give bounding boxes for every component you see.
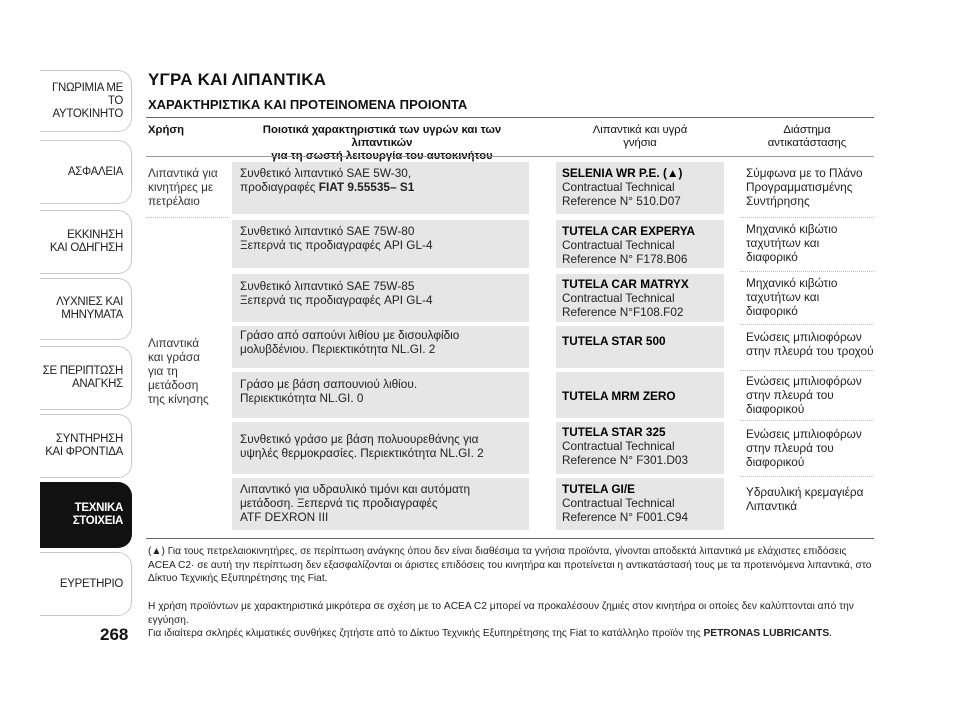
interval-text: Ενώσεις μπιλιοφόρων στην πλευρά του διαφορικού	[746, 374, 862, 416]
product-name: TUTELA CAR EXPERYA	[562, 224, 696, 238]
tab-maintenance[interactable]	[40, 414, 132, 478]
product-name: TUTELA MRM ZERO	[562, 389, 676, 403]
product-name: TUTELA CAR MATRYX	[562, 277, 689, 291]
interval-text: Ενώσεις μπιλιοφόρων στην πλευρά του διαφορικού	[746, 427, 862, 469]
tab-safety[interactable]	[40, 140, 132, 204]
product	[562, 389, 722, 403]
interval-text: Υδραυλική κρεμαγιέρα Λιπαντικά	[746, 485, 864, 513]
interval-text: Σύμφωνα με το Πλάνο Προγραμματισμένης Συντήρησης	[746, 166, 863, 208]
interval-text: Μηχανικό κιβώτιο ταχυτήτων και διαφορικό	[746, 276, 838, 318]
tab-label: ΤΕΧΝΙΚΑ ΣΤΟΙΧΕΙΑ	[72, 502, 123, 527]
product-ref: Contractual Technical Reference N° F178.B06	[562, 238, 688, 266]
tab-label: ΕΚΚΙΝΗΣΗ ΚΑΙ ΟΔΗΓΗΣΗ	[49, 229, 123, 254]
page-title: ΥΓΡΑ ΚΑΙ ΛΙΠΑΝΤΙΚΑ	[148, 70, 327, 89]
note-acea-warning: Η χρήση προϊόντων με χαρακτηριστικά μικρότερα σε σχέση με το ACEA C2 μπορεί να προκαλέσουν ζημιές στον κινητήρα οι οποίες δεν καλύπτονται από την εγγύηση.	[148, 601, 854, 626]
tab-label: ΣΕ ΠΕΡΙΠΤΩΣΗ ΑΝΑΓΚΗΣ	[42, 365, 123, 390]
spec-text: Συνθετικό λιπαντικό SAE 75W-80 Ξεπερνά τις προδιαγραφές API GL-4	[240, 224, 433, 252]
row-separator	[740, 217, 874, 218]
product	[562, 482, 722, 524]
product-ref: Contractual Technical Reference N°F108.F02	[562, 291, 684, 319]
header-product: Λιπαντικά και υγρά γνήσια	[592, 124, 688, 149]
header-spec: Ποιοτικά χαρακτηριστικά των υγρών και των λιπαντικών για τη σωστή λειτουργία του αυτοκινήτου	[262, 124, 502, 162]
product	[562, 425, 722, 467]
row-separator	[740, 324, 874, 325]
tab-label: ΕΥΡΕΤΗΡΙΟ	[59, 577, 123, 590]
header-top-rule	[146, 117, 874, 118]
header-interval: Διάστημα αντικατάστασης	[767, 124, 847, 149]
tab-technical-data[interactable]	[40, 482, 132, 548]
tab-getting-to-know[interactable]	[40, 70, 132, 132]
product-name: TUTELA STAR 325	[562, 425, 666, 439]
tab-label: ΓΝΩΡΙΜΙΑ ΜΕ ΤΟ ΑΥΤΟΚΙΝΗΤΟ	[51, 81, 123, 120]
product	[562, 334, 722, 348]
product-ref: Contractual Technical Reference N° F001.C94	[562, 496, 689, 524]
row-separator	[740, 420, 874, 421]
row-separator	[740, 476, 874, 477]
note-diesel-oil: (▲) Για τους πετρελαιοκινητήρες, σε περίπτωση ανάγκης όπου δεν είναι διαθέσιμα τα γνήσια προϊόντα, γίνονται αποδεκτά λιπαντικά με ελάχιστες επιδόσεις ACEA C2· σε αυτή την περίπτωση δεν εξασφαλίζονται οι άριστες επιδόσεις του κινητήρα και προτείνεται η αντικατάστασή τους με τα προτεινόμενα λιπαντικά, στο Δίκτυο Τεχνικής Εξυπηρέτησης της Fiat.	[148, 546, 872, 584]
tab-label: ΣΥΝΤΗΡΗΣΗ ΚΑΙ ΦΡΟΝΤΙΔΑ	[45, 433, 123, 458]
table-bottom-rule	[146, 538, 874, 539]
interval-text: Μηχανικό κιβώτιο ταχυτήτων και διαφορικό	[746, 222, 838, 264]
header-bottom-rule	[146, 156, 874, 157]
product-name: SELENIA WR P.E. (▲)	[562, 166, 683, 180]
product	[562, 224, 722, 266]
tab-starting-driving[interactable]	[40, 210, 132, 274]
use-transmission: Λιπαντικά και γράσα για τη μετάδοση της κίνησης	[148, 336, 209, 406]
product-name: TUTELA GI/E	[562, 482, 635, 496]
product	[562, 166, 722, 208]
product-name: TUTELA STAR 500	[562, 334, 666, 348]
product	[562, 277, 722, 319]
row-separator	[146, 217, 228, 218]
tab-index[interactable]	[40, 552, 132, 616]
spec-text: Λιπαντικό για υδραυλικό τιμόνι και αυτόματη μετάδοση. Ξεπερνά τις προδιαγραφές ATF DEXRON III	[240, 482, 471, 524]
spec-text: Γράσο από σαπούνι λιθίου με δισουλφίδιο μολυβδένιου. Περιεκτικότητα NL.GI. 2	[240, 328, 460, 356]
spec-text: Γράσο με βάση σαπουνιού λιθίου. Περιεκτικότητα NL.GI. 0	[240, 377, 418, 405]
spec-text: Συνθετικό λιπαντικό SAE 5W-30, προδιαγραφές FIAT 9.55535– S1	[240, 166, 415, 194]
use-engine-oil: Λιπαντικά για κινητήρες με πετρέλαιο	[148, 166, 218, 208]
tab-label: ΑΣΦΑΛΕΙΑ	[67, 165, 123, 178]
product-ref: Contractual Technical Reference N° F301.D03	[562, 439, 689, 467]
tab-label: ΛΥΧΝΙΕΣ ΚΑΙ ΜΗΝΥΜΑΤΑ	[56, 296, 123, 321]
interval-text: Ενώσεις μπιλιοφόρων στην πλευρά του τροχού	[746, 330, 874, 358]
spec-text: Συνθετικό λιπαντικό SAE 75W-85 Ξεπερνά τις προδιαγραφές API GL-4	[240, 279, 433, 307]
header-use: Χρήση	[148, 124, 185, 136]
page-subtitle: ΧΑΡΑΚΤΗΡΙΣΤΙΚΑ ΚΑΙ ΠΡΟΤΕΙΝΟΜΕΝΑ ΠΡΟΙΟΝΤΑ	[148, 97, 468, 112]
petronas-brand: PETRONAS LUBRICANTS	[703, 628, 830, 639]
tab-emergency[interactable]	[40, 346, 132, 410]
page-number: 268	[100, 625, 129, 644]
row-separator	[740, 370, 874, 371]
row-separator	[740, 271, 874, 272]
tab-lights-messages[interactable]	[40, 278, 132, 340]
product-ref: Contractual Technical Reference N° 510.D07	[562, 180, 681, 208]
spec-text: Συνθετικό γράσο με βάση πολυουρεθάνης για υψηλές θερμοκρασίες. Περιεκτικότητα NL.GI. 2	[240, 432, 484, 460]
note-extreme-climate: Για ιδιαίτερα σκληρές κλιματικές συνθήκες ζητήστε από το Δίκτυο Τεχνικής Εξυπηρέτησης της Fiat το κατάλληλο προϊόν της PETRONAS LUBRICANTS.	[148, 628, 832, 639]
